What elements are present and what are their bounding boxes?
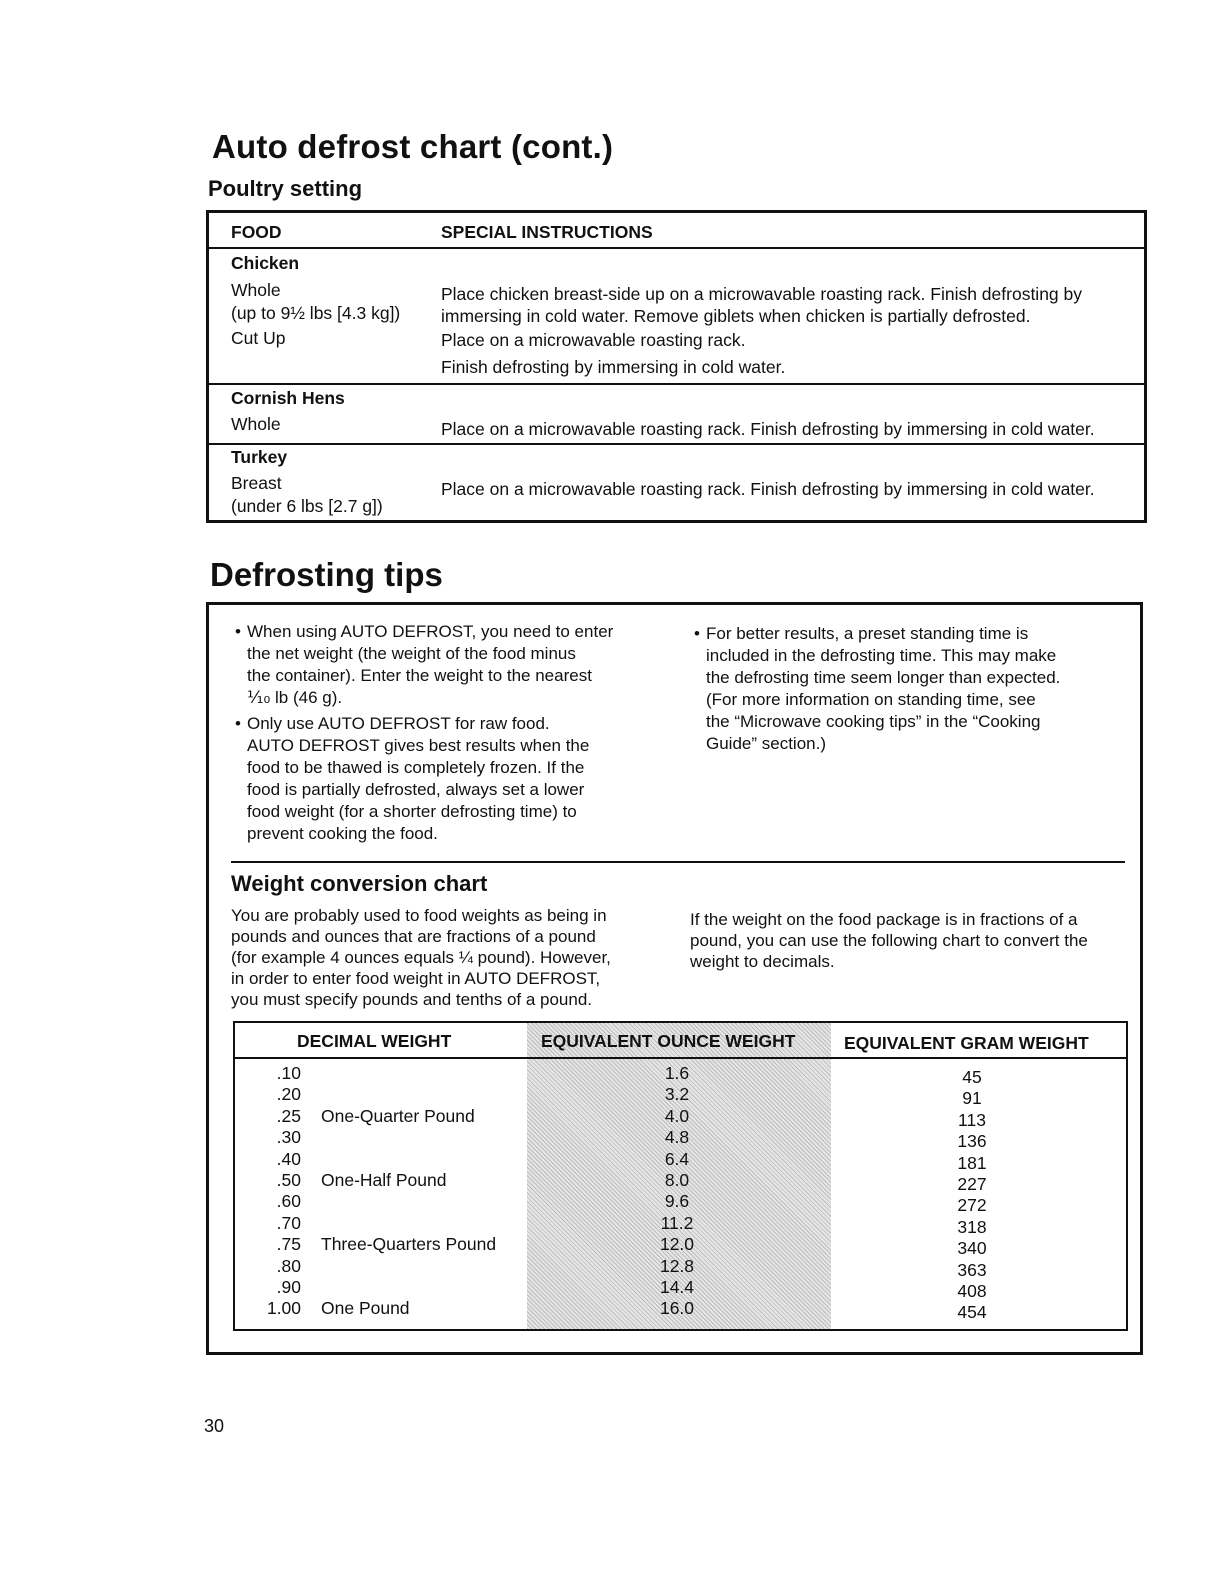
ounce-cell: 12.0: [659, 1234, 695, 1255]
ounce-cell: 4.0: [664, 1105, 690, 1126]
chicken-whole-label: Whole: [231, 280, 281, 300]
gram-cell: 363: [957, 1259, 987, 1280]
poultry-table: [206, 210, 1147, 523]
cornish-whole-label: Whole: [231, 414, 281, 434]
fraction-label: [321, 1149, 496, 1170]
decimal-cell: .50: [276, 1169, 301, 1190]
gram-cell: 113: [958, 1109, 986, 1130]
gram-weight-header: EQUIVALENT GRAM WEIGHT: [844, 1033, 1089, 1053]
turkey-breast-label: Breast: [231, 473, 282, 493]
ounce-column: [647, 1063, 707, 1320]
weight-conversion-title: Weight conversion chart: [231, 871, 488, 896]
gram-cell: 91: [962, 1088, 982, 1109]
gram-cell: 227: [957, 1173, 987, 1194]
gram-cell: 340: [957, 1238, 987, 1259]
cornish-divider: [209, 443, 1144, 445]
turkey-breast-weight: (under 6 lbs [2.7 g]): [231, 496, 383, 516]
page-title: Auto defrost chart (cont.): [212, 128, 614, 165]
chicken-whole-instruction-1: Place chicken breast-side up on a microwavable roasting rack. Finish defrosting by: [441, 284, 1083, 304]
gram-cell: 181: [957, 1152, 987, 1173]
decimal-cell: .40: [276, 1148, 301, 1169]
weight-conversion-table: [233, 1021, 1128, 1331]
bullet-icon: •: [235, 714, 241, 733]
chicken-whole-instruction-2: immersing in cold water. Remove giblets when chicken is partially defrosted.: [441, 306, 1031, 326]
bullet-icon: •: [694, 624, 700, 643]
instructions-column-header: SPECIAL INSTRUCTIONS: [441, 222, 653, 242]
weight-conversion-divider: [231, 861, 1125, 863]
fraction-label: One-Half Pound: [321, 1169, 447, 1190]
fraction-label: [321, 1063, 496, 1084]
chicken-cutup-instruction-2: Finish defrosting by immersing in cold water.: [441, 357, 786, 377]
fraction-label: One-Quarter Pound: [321, 1105, 475, 1126]
header-divider: [209, 247, 1144, 249]
fraction-label-column: [321, 1063, 496, 1320]
tip-raw-food: • Only use AUTO DEFROST for raw food. AUTO DEFROST gives best results when the food to be thawed is completely frozen. If the food is partially defrosted, always set a lower food weight (for a shorter defrosting time) to prevent cooking the food.: [235, 714, 590, 843]
chicken-cutup-label: Cut Up: [231, 328, 286, 348]
cornish-hens-group-label: Cornish Hens: [231, 388, 345, 408]
chicken-whole-weight: (up to 9½ lbs [4.3 kg]): [231, 303, 401, 323]
fraction-label: [321, 1084, 496, 1105]
conversion-header-divider: [235, 1057, 1126, 1059]
ounce-cell: 12.8: [659, 1255, 695, 1276]
ounce-cell: 14.4: [659, 1276, 695, 1297]
fraction-label: One Pound: [321, 1298, 410, 1319]
ounce-cell: 11.2: [660, 1212, 694, 1233]
weight-conversion-intro-right: If the weight on the food package is in fractions of a pound, you can use the following chart to convert the weight to decimals.: [690, 910, 1088, 971]
page-number: 30: [204, 1416, 225, 1436]
tip-standing-time: • For better results, a preset standing time is included in the defrosting time. This may make the defrosting time seem longer than expected. (For more information on standing time, see the “Microwave cooking tips” in the “Cooking Guide” section.): [694, 624, 1061, 753]
decimal-cell: .80: [276, 1255, 301, 1276]
weight-conversion-intro-left: You are probably used to food weights as being in pounds and ounces that are fractions of a pound (for example 4 ounces equals ¼ pound). However, in order to enter food weight in AUTO DEFROST, you must specify pounds and tenths of a pound.: [231, 906, 611, 1009]
ounce-cell: 6.4: [664, 1148, 690, 1169]
tip-auto-defrost-weight: • When using AUTO DEFROST, you need to enter the net weight (the weight of the food minus the container). Enter the weight to the nearest ⅒ lb (46 g).: [235, 622, 614, 707]
gram-cell: 136: [957, 1131, 987, 1152]
poultry-setting-subtitle: Poultry setting: [208, 176, 363, 201]
fraction-label: [321, 1127, 496, 1148]
fraction-label: Three-Quarters Pound: [321, 1234, 497, 1255]
fraction-label: [321, 1213, 496, 1234]
decimal-cell: .90: [276, 1276, 301, 1297]
ounce-weight-header: EQUIVALENT OUNCE WEIGHT: [541, 1031, 796, 1051]
gram-cell: 318: [957, 1216, 987, 1237]
defrosting-tips-box: [206, 602, 1143, 1355]
ounce-cell: 8.0: [664, 1169, 690, 1190]
chicken-divider: [209, 383, 1144, 385]
decimal-cell: .25: [276, 1105, 301, 1126]
decimal-cell: .70: [276, 1212, 301, 1233]
gram-cell: 454: [957, 1302, 987, 1323]
fraction-label: [321, 1191, 496, 1212]
tips-left-column: [233, 621, 653, 845]
turkey-group-label: Turkey: [231, 447, 288, 467]
decimal-cell: .75: [276, 1234, 301, 1255]
decimal-cell: .30: [276, 1127, 301, 1148]
gram-cell: 45: [962, 1067, 982, 1087]
fraction-label: [321, 1277, 496, 1298]
tips-right-column: [692, 623, 1112, 755]
bullet-icon: •: [235, 622, 241, 641]
gram-column: [947, 1067, 997, 1324]
chicken-group-label: Chicken: [231, 253, 300, 273]
ounce-cell: 3.2: [664, 1084, 690, 1105]
ounce-cell: 4.8: [664, 1127, 690, 1148]
fraction-label: [321, 1256, 496, 1277]
ounce-cell: 9.6: [664, 1191, 690, 1212]
decimal-cell: .60: [276, 1191, 301, 1212]
turkey-breast-instruction: Place on a microwavable roasting rack. Finish defrosting by immersing in cold water.: [441, 479, 1095, 499]
decimal-column: [261, 1063, 301, 1320]
gram-cell: 408: [957, 1280, 987, 1301]
decimal-cell: 1.00: [266, 1298, 301, 1319]
chicken-cutup-instruction-1: Place on a microwavable roasting rack.: [441, 330, 746, 350]
gram-cell: 272: [957, 1195, 987, 1216]
decimal-weight-header: DECIMAL WEIGHT: [297, 1031, 452, 1051]
ounce-cell: 16.0: [659, 1298, 695, 1319]
cornish-whole-instruction: Place on a microwavable roasting rack. Finish defrosting by immersing in cold water.: [441, 419, 1095, 439]
food-column-header: FOOD: [231, 222, 282, 242]
ounce-cell: 1.6: [664, 1063, 690, 1083]
decimal-cell: .10: [276, 1063, 301, 1083]
defrosting-tips-title: Defrosting tips: [210, 556, 443, 593]
decimal-cell: .20: [276, 1084, 301, 1105]
